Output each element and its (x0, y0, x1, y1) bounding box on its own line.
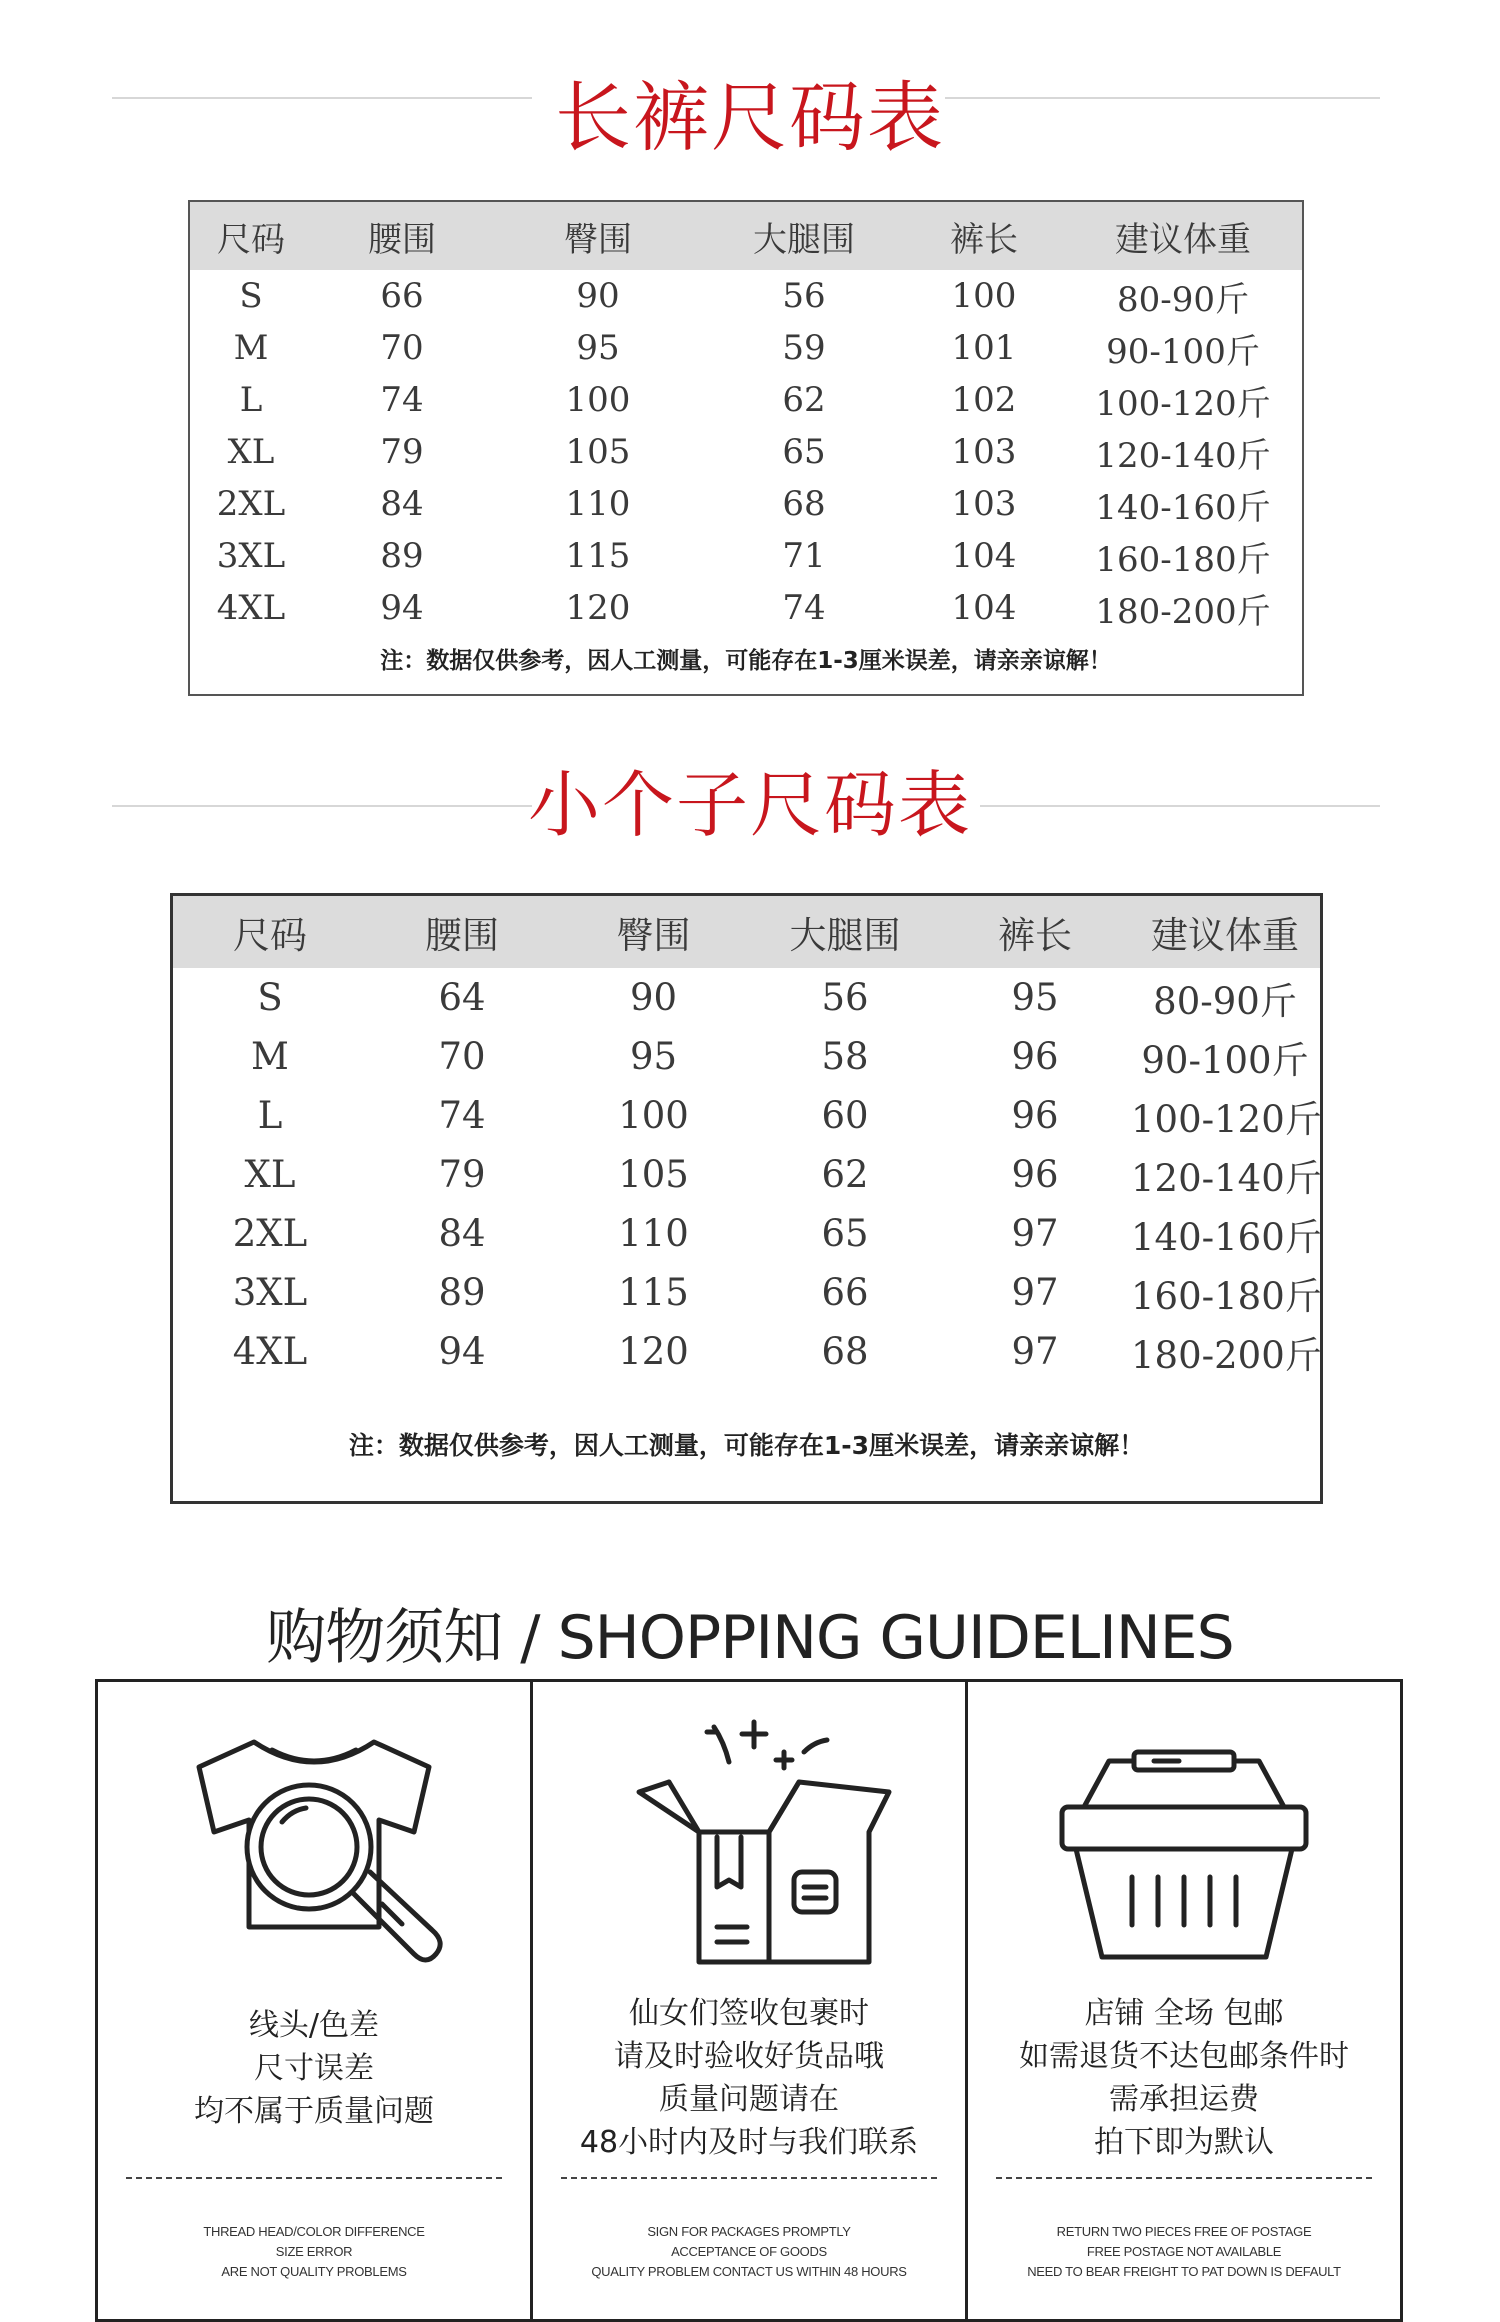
cell-waist: 79 (438, 1153, 486, 1196)
cell-waist: 70 (380, 328, 424, 368)
table-row (190, 530, 1302, 582)
cell-thigh: 56 (821, 976, 869, 1019)
cell-weight: 120-140斤 (1131, 1156, 1322, 1200)
table-row (173, 1145, 1320, 1204)
cell-length: 103 (951, 484, 1017, 524)
cell-hip: 100 (618, 1094, 689, 1137)
table-row (190, 582, 1302, 634)
long-pants-size-table (188, 200, 1304, 696)
cell-weight: 90-100斤 (1141, 1038, 1309, 1082)
cell-size: XL (244, 1153, 296, 1196)
cell-waist: 66 (380, 276, 424, 316)
cell-length: 97 (1011, 1330, 1059, 1373)
guideline-line: 需承担运费 (1109, 2082, 1259, 2117)
guideline-text-receipt (533, 1992, 965, 2164)
cell-length: 101 (951, 328, 1017, 368)
cell-length: 102 (951, 380, 1017, 420)
long-pants-note: 注：数据仅供参考，因人工测量，可能存在1-3厘米误差，请亲亲谅解！ (380, 648, 1112, 674)
header-waist: 腰围 (368, 219, 436, 260)
cell-length: 96 (1011, 1094, 1059, 1137)
header-waist: 腰围 (425, 914, 499, 957)
cell-length: 96 (1011, 1035, 1059, 1078)
cell-hip: 90 (629, 976, 678, 1019)
long-pants-title: 长裤尺码表 (555, 73, 945, 162)
cell-size: 3XL (232, 1271, 308, 1314)
tshirt-magnifier-icon (164, 1722, 464, 1976)
cell-length: 97 (1011, 1212, 1059, 1255)
cell-weight: 140-160斤 (1095, 487, 1271, 528)
cell-waist: 94 (438, 1330, 486, 1373)
cell-weight: 140-160斤 (1131, 1215, 1322, 1259)
table-row (190, 478, 1302, 530)
header-hip: 臀围 (564, 219, 632, 260)
guideline-column-quality (98, 1682, 533, 2319)
cell-waist: 89 (438, 1271, 486, 1314)
cell-thigh: 58 (821, 1035, 869, 1078)
cell-size: L (257, 1094, 283, 1137)
header-length: 裤长 (998, 914, 1072, 957)
cell-hip: 115 (618, 1271, 689, 1314)
cell-waist: 70 (438, 1035, 486, 1078)
table-row (173, 968, 1320, 1027)
dashed-divider (561, 2177, 937, 2179)
cell-size: M (233, 328, 269, 368)
petite-table (173, 896, 1320, 1381)
cell-hip: 105 (565, 432, 631, 472)
cell-size: S (257, 976, 283, 1019)
cell-thigh: 65 (782, 432, 826, 472)
cell-thigh: 62 (782, 380, 826, 420)
cell-size: 2XL (216, 484, 286, 524)
cell-length: 95 (1011, 976, 1059, 1019)
cell-weight: 120-140斤 (1095, 435, 1271, 476)
cell-weight: 180-200斤 (1131, 1333, 1322, 1377)
english-line: SIZE ERROR (275, 2244, 353, 2259)
cell-weight: 80-90斤 (1153, 979, 1297, 1023)
guideline-line: 请及时验收好货品哦 (614, 2039, 884, 2074)
guideline-line: 均不属于质量问题 (194, 2094, 434, 2129)
guideline-english-shipping (968, 2222, 1400, 2282)
guideline-line: 如需退货不达包邮条件时 (1019, 2039, 1349, 2074)
cell-weight: 90-100斤 (1106, 331, 1260, 372)
english-line: ACCEPTANCE OF GOODS (671, 2244, 827, 2259)
cell-hip: 95 (629, 1035, 678, 1078)
guideline-line: 拍下即为默认 (1094, 2125, 1274, 2160)
guideline-english-quality (98, 2222, 530, 2282)
guideline-line: 质量问题请在 (659, 2082, 839, 2117)
table-row (190, 426, 1302, 478)
petite-title: 小个子尺码表 (527, 763, 972, 847)
english-line: NEED TO BEAR FREIGHT TO PAT DOWN IS DEFAULT (1027, 2264, 1341, 2279)
cell-waist: 84 (380, 484, 424, 524)
cell-hip: 105 (618, 1153, 689, 1196)
table-row (190, 322, 1302, 374)
table-row (190, 270, 1302, 322)
cell-weight: 100-120斤 (1095, 383, 1271, 424)
cell-thigh: 60 (821, 1094, 869, 1137)
cell-thigh: 62 (821, 1153, 869, 1196)
table-row (173, 1263, 1320, 1322)
english-line: QUALITY PROBLEM CONTACT US WITHIN 48 HOURS (591, 2264, 907, 2279)
guideline-line: 尺寸误差 (254, 2051, 374, 2086)
cell-waist: 84 (438, 1212, 486, 1255)
petite-note: 注：数据仅供参考，因人工测量，可能存在1-3厘米误差，请亲亲谅解！ (348, 1431, 1145, 1460)
guideline-line: 店铺 全场 包邮 (1084, 1996, 1284, 2031)
cell-thigh: 56 (782, 276, 826, 316)
cell-length: 96 (1011, 1153, 1059, 1196)
cell-size: XL (227, 432, 275, 472)
table-row (173, 1027, 1320, 1086)
cell-waist: 79 (380, 432, 424, 472)
cell-hip: 115 (565, 536, 631, 576)
cell-hip: 120 (565, 588, 631, 628)
header-thigh: 大腿围 (753, 219, 855, 260)
cell-waist: 64 (438, 976, 486, 1019)
guideline-column-receipt (533, 1682, 968, 2319)
table-header-row (173, 896, 1320, 968)
header-weight: 建议体重 (1115, 219, 1251, 260)
cell-thigh: 65 (821, 1212, 869, 1255)
cell-hip: 90 (576, 276, 620, 316)
header-size: 尺码 (233, 914, 307, 957)
cell-length: 103 (951, 432, 1017, 472)
cell-weight: 160-180斤 (1131, 1274, 1322, 1318)
petite-size-table (170, 893, 1323, 1504)
header-weight: 建议体重 (1151, 914, 1299, 957)
cell-thigh: 74 (782, 588, 826, 628)
guideline-text-shipping (968, 1992, 1400, 2164)
cell-weight: 180-200斤 (1095, 591, 1271, 632)
shopping-basket-icon (1054, 1747, 1314, 1971)
guideline-english-receipt (533, 2222, 965, 2282)
cell-size: 4XL (216, 588, 286, 628)
dashed-divider (996, 2177, 1372, 2179)
cell-size: S (239, 276, 263, 316)
cell-size: M (251, 1035, 289, 1078)
cell-thigh: 59 (782, 328, 826, 368)
cell-length: 104 (951, 536, 1017, 576)
header-size: 尺码 (217, 219, 285, 260)
open-box-icon (599, 1712, 899, 1976)
guideline-line: 48小时内及时与我们联系 (579, 2125, 919, 2160)
cell-thigh: 66 (821, 1271, 869, 1314)
cell-size: 4XL (232, 1330, 308, 1373)
cell-hip: 100 (565, 380, 631, 420)
english-line: FREE POSTAGE NOT AVAILABLE (1086, 2244, 1282, 2259)
long-pants-body (190, 270, 1302, 634)
guideline-line: 仙女们签收包裹时 (629, 1996, 869, 2031)
cell-length: 100 (951, 276, 1017, 316)
dashed-divider (126, 2177, 502, 2179)
table-row (173, 1204, 1320, 1263)
guidelines-title: 购物须知 / SHOPPING GUIDELINES (266, 1603, 1234, 1673)
header-length: 裤长 (950, 219, 1018, 260)
petite-body (173, 968, 1320, 1381)
cell-waist: 74 (380, 380, 424, 420)
cell-length: 97 (1011, 1271, 1059, 1314)
cell-length: 104 (951, 588, 1017, 628)
cell-hip: 120 (618, 1330, 689, 1373)
cell-waist: 74 (438, 1094, 486, 1137)
cell-size: 2XL (232, 1212, 308, 1255)
cell-hip: 95 (576, 328, 620, 368)
cell-thigh: 68 (782, 484, 826, 524)
guideline-line: 线头/色差 (248, 2008, 380, 2043)
cell-size: L (239, 380, 263, 420)
table-row (173, 1086, 1320, 1145)
english-line: RETURN TWO PIECES FREE OF POSTAGE (1056, 2224, 1312, 2239)
table-header-row (190, 202, 1302, 270)
cell-thigh: 71 (782, 536, 826, 576)
cell-waist: 94 (380, 588, 424, 628)
cell-weight: 160-180斤 (1095, 539, 1271, 580)
guideline-column-shipping (968, 1682, 1400, 2319)
english-line: ARE NOT QUALITY PROBLEMS (221, 2264, 407, 2279)
cell-size: 3XL (216, 536, 286, 576)
cell-weight: 80-90斤 (1116, 279, 1249, 320)
header-thigh: 大腿围 (789, 914, 901, 957)
guideline-text-quality (98, 2004, 530, 2133)
cell-hip: 110 (618, 1212, 689, 1255)
table-row (173, 1322, 1320, 1381)
cell-weight: 100-120斤 (1131, 1097, 1322, 1141)
english-line: THREAD HEAD/COLOR DIFFERENCE (203, 2224, 425, 2239)
guidelines-panel (95, 1679, 1403, 2322)
table-row (190, 374, 1302, 426)
cell-hip: 110 (565, 484, 631, 524)
header-hip: 臀围 (616, 914, 691, 957)
long-pants-table (190, 202, 1302, 634)
english-line: SIGN FOR PACKAGES PROMPTLY (647, 2224, 851, 2239)
cell-thigh: 68 (821, 1330, 869, 1373)
cell-waist: 89 (380, 536, 424, 576)
